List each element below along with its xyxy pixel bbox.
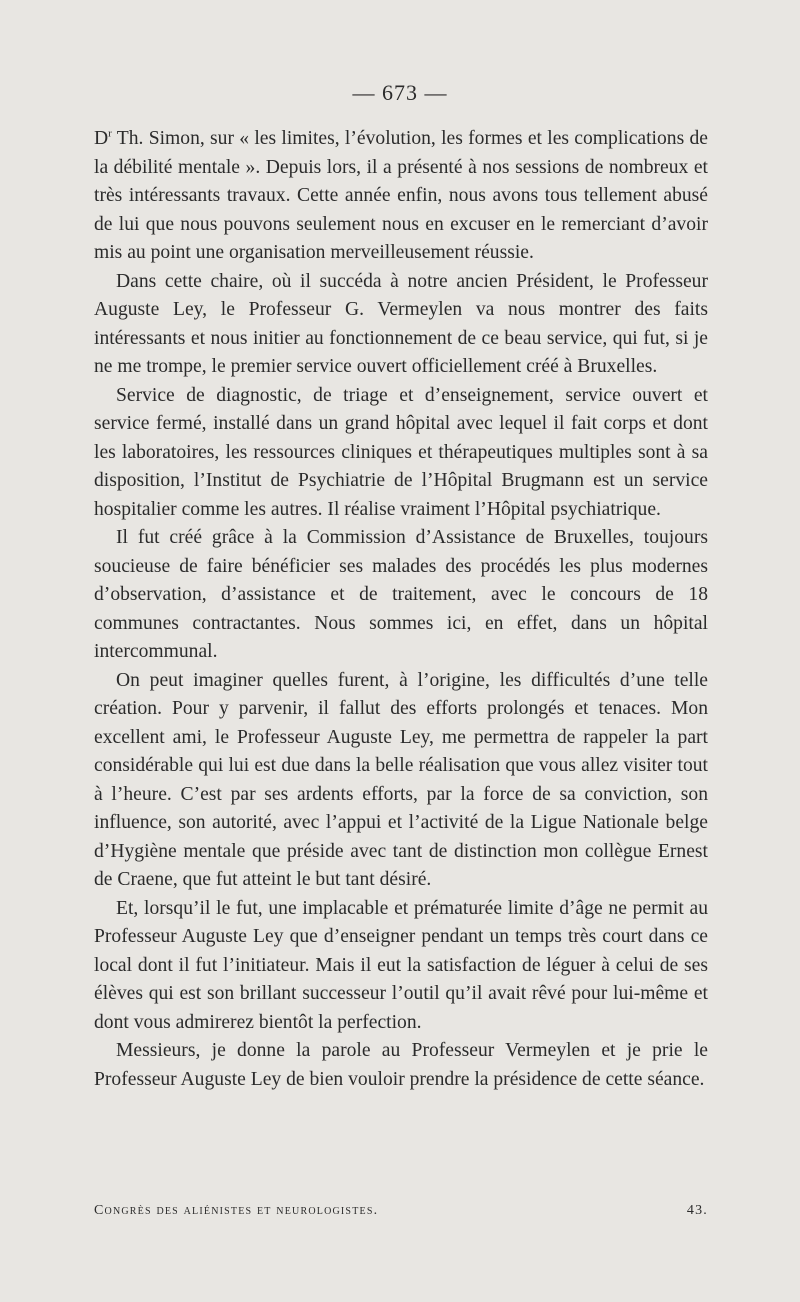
paragraph-1-text: Th. Simon, sur « les limites, l’évolution, les formes et les complications de la débilité mentale ». Depuis lors, il a présenté à nos sessions de nombreux et très intéressants travaux. Cette année enfin, nous avons tous tellement abusé de lui que nous pouvons seulement nous en excuser en le remerciant d’avoir mis au point une organisation merveilleusement réussie. bbox=[94, 128, 708, 263]
paragraph-1-prefix: D bbox=[94, 128, 109, 149]
footer-signature-mark: 43. bbox=[686, 1203, 708, 1218]
paragraph-1 bbox=[94, 125, 708, 268]
paragraph-3: Service de diagnostic, de triage et d’enseignement, service ouvert et service fermé, installé dans un grand hôpital avec lequel il fait corps et dont les laboratoires, les ressources cliniques et thérapeutiques multiples sont à sa disposition, l’Institut de Psychiatrie de l’Hôpital Brugmann est un service hospitalier comme les autres. Il réalise vraiment l’Hôpital psychiatrique. bbox=[94, 384, 708, 520]
footer-title: Congrès des aliénistes et neurologistes. bbox=[94, 1203, 379, 1218]
paragraph-5: On peut imaginer quelles furent, à l’origine, les difficultés d’une telle création. Pour y parvenir, il fallut des efforts prolongés et tenaces. Mon excellent ami, le Professeur Auguste Ley, me permettra de rappeler la part considérable qui lui est due dans la belle réalisation que vous allez visiter tout à l’heure. C’est par ses ardents efforts, par la force de sa conviction, son influence, son autorité, avec l’appui et l’activité de la Ligue Nationale belge d’Hygiène mentale que préside avec tant de distinction mon collègue Ernest de Craene, que fut atteint le but tant désiré. bbox=[94, 669, 708, 890]
paragraph-2: Dans cette chaire, où il succéda à notre ancien Président, le Professeur Auguste Ley, le Professeur G. Vermeylen va nous montrer des faits intéressants et nous initier au fonctionnement de ce beau service, qui fut, si je ne me trompe, le premier service ouvert officiellement créé à Bruxelles. bbox=[94, 270, 708, 377]
page-footer bbox=[94, 1203, 708, 1219]
paragraph-6: Et, lorsqu’il le fut, une implacable et prématurée limite d’âge ne permit au Professeur Auguste Ley que d’enseigner pendant un temps très court dans ce local dont il fut l’initiateur. Mais il eut la satisfaction de léguer à celui de ses élèves qui est son brillant successeur l’outil qu’il avait rêvé pour lui-même et dont vous admirerez bientôt la perfection. bbox=[94, 897, 708, 1033]
page-number: — 673 — bbox=[352, 80, 448, 105]
paragraph-1-superscript: r bbox=[108, 127, 112, 140]
paragraph-7: Messieurs, je donne la parole au Professeur Vermeylen et je prie le Professeur Auguste Ley de bien vouloir prendre la présidence de cette séance. bbox=[94, 1040, 708, 1090]
paragraph-4: Il fut créé grâce à la Commission d’Assistance de Bruxelles, toujours soucieuse de faire bénéficier ses malades des procédés les plus modernes d’observation, d’assistance et de traitement, avec le concours de 18 communes contractantes. Nous sommes ici, en effet, dans un hôpital intercommunal. bbox=[94, 527, 708, 662]
body-text bbox=[94, 125, 708, 1094]
